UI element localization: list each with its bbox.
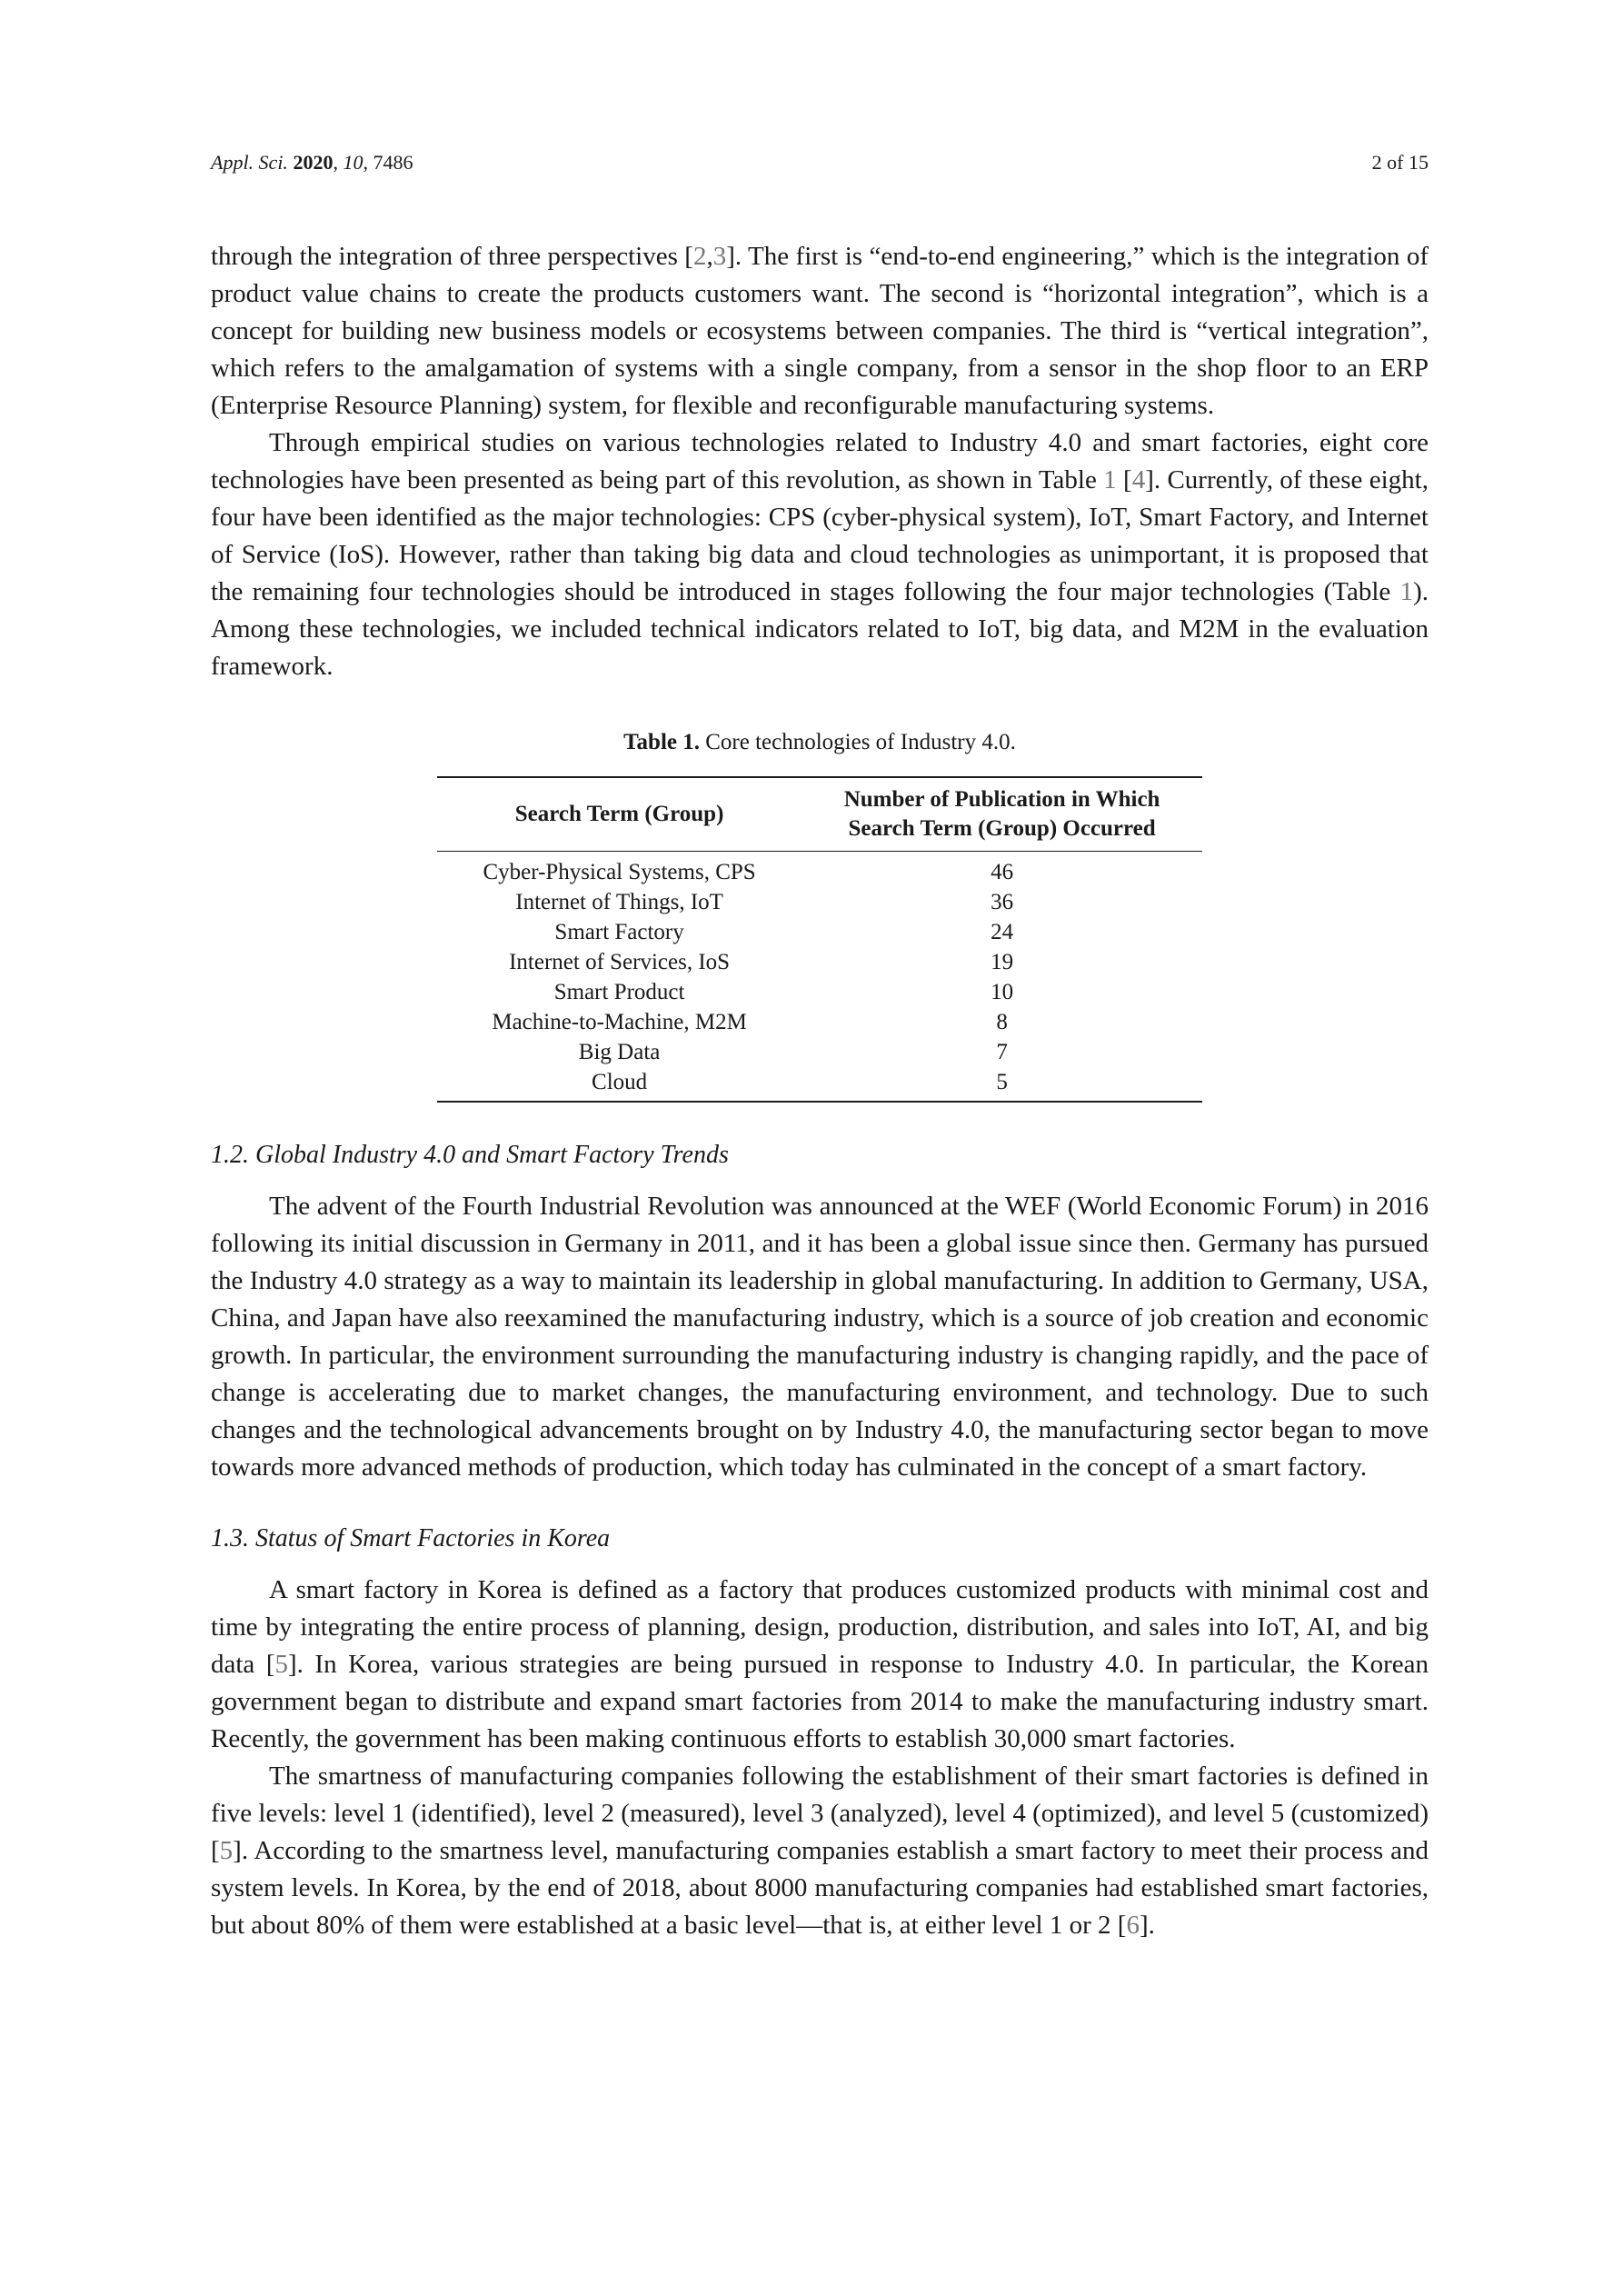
table-row xyxy=(437,852,1202,888)
table-link[interactable]: 1 xyxy=(1399,577,1414,606)
count-cell: 24 xyxy=(991,920,1014,944)
core-technologies-table xyxy=(437,776,1202,1103)
article-number: 7486 xyxy=(373,151,413,174)
journal-abbrev: Appl. Sci. xyxy=(211,151,288,174)
page-body xyxy=(211,238,1429,1944)
paragraph-core-technologies: Through empirical studies on various technologies related to Industry 4.0 and smart factories, eight core technologies have been presented as being part of this revolution, as shown in Table 1 [4]. Currently, of these eight, four have been identified as the major technologies: CPS (cyber-physical system), IoT, Smart Factory, and Internet of Service (IoS). However, rather than taking big data and cloud technologies as unimportant, it is proposed that the remaining four technologies should be introduced in stages following the four major technologies (Table 1). Among these technologies, we included technical indicators related to IoT, big data, and M2M in the evaluation framework. xyxy=(211,428,1429,681)
count-cell: 10 xyxy=(991,980,1014,1004)
running-header xyxy=(211,151,1429,182)
section-heading-korea-status: 1.3. Status of Smart Factories in Korea xyxy=(211,1524,611,1552)
journal-volume: 10 xyxy=(343,151,363,174)
journal-citation: Appl. Sci. 2020, 10, 7486 xyxy=(211,151,413,174)
section-heading-global-trends: 1.2. Global Industry 4.0 and Smart Factory Trends xyxy=(211,1141,729,1169)
table-row xyxy=(437,1067,1202,1102)
citation-link[interactable]: 5 xyxy=(219,1836,234,1865)
term-cell: Big Data xyxy=(578,1040,661,1064)
table-row xyxy=(437,977,1202,1007)
citation-link[interactable]: 6 xyxy=(1126,1911,1140,1940)
table-row xyxy=(437,1007,1202,1037)
count-cell: 19 xyxy=(991,950,1014,974)
paragraph-korea-definition: A smart factory in Korea is defined as a factory that produces customized products with minimal cost and time by integrating the entire process of planning, design, production, distribution, and sales into IoT, AI, and big data [5]. In Korea, various strategies are being pursued in response to Industry 4.0. In particular, the Korean government began to distribute and expand smart factories from 2014 to make the manufacturing industry smart. Recently, the government has been making continuous efforts to establish 30,000 smart factories. xyxy=(211,1575,1429,1753)
citation-link[interactable]: 4 xyxy=(1131,465,1146,494)
count-cell: 8 xyxy=(996,1010,1008,1034)
table-caption: Table 1. Core technologies of Industry 4.0. xyxy=(623,730,1016,754)
column-header-publication-count: Number of Publication in Which Search Term (Group) Occurred xyxy=(843,787,1160,841)
journal-year: 2020 xyxy=(293,151,334,174)
term-cell: Smart Factory xyxy=(554,920,684,944)
term-cell: Cloud xyxy=(592,1070,648,1094)
count-cell: 5 xyxy=(996,1070,1008,1094)
citation-link[interactable]: 5 xyxy=(274,1650,288,1679)
page-number: 2 of 15 xyxy=(1371,151,1429,174)
table-row xyxy=(437,887,1202,917)
count-cell: 7 xyxy=(996,1040,1008,1064)
column-header-search-term: Search Term (Group) xyxy=(514,802,724,826)
term-cell: Cyber-Physical Systems, CPS xyxy=(483,860,756,884)
table-row xyxy=(437,1037,1202,1067)
count-cell: 36 xyxy=(991,890,1014,914)
table-row xyxy=(437,917,1202,947)
paragraph-perspectives: through the integration of three perspectives [2,3]. The first is “end-to-end engineering,” which is the integration of product value chains to create the products customers want. The second is “horizontal integration”, which is a concept for building new business models or ecosystems between companies. The third is “vertical integration”, which refers to the amalgamation of systems with a single company, from a sensor in the shop floor to an ERP (Enterprise Resource Planning) system, for flexible and reconfigurable manufacturing systems. xyxy=(211,242,1429,420)
citation-link[interactable]: 2 xyxy=(692,242,707,271)
paragraph-global-trends: The advent of the Fourth Industrial Revolution was announced at the WEF (World Economic Forum) in 2016 following its initial discussion in Germany in 2011, and it has been a global issue since then. Germany has pursued the Industry 4.0 strategy as a way to maintain its leadership in global manufacturing. In addition to Germany, USA, China, and Japan have also reexamined the manufacturing industry, which is a source of job creation and economic growth. In particular, the environment surrounding the manufacturing industry is changing rapidly, and the pace of change is accelerating due to market changes, the manufacturing environment, and technology. Due to such changes and the technological advancements brought on by Industry 4.0, the manufacturing sector began to move towards more advanced methods of production, which today has culminated in the concept of a smart factory. xyxy=(211,1192,1429,1482)
paragraph-smartness-levels: The smartness of manufacturing companies following the establishment of their smart factories is defined in five levels: level 1 (identified), level 2 (measured), level 3 (analyzed), level 4 (optimized), and level 5 (customized) [5]. According to the smartness level, manufacturing companies establish a smart factory to meet their process and system levels. In Korea, by the end of 2018, about 8000 manufacturing companies had established smart factories, but about 80% of them were established at a basic level—that is, at either level 1 or 2 [6]. xyxy=(211,1762,1429,1940)
table-row xyxy=(437,947,1202,977)
term-cell: Machine-to-Machine, M2M xyxy=(492,1010,747,1034)
table-link[interactable]: 1 xyxy=(1103,465,1117,494)
count-cell: 46 xyxy=(991,860,1014,884)
term-cell: Internet of Things, IoT xyxy=(515,890,723,914)
citation-link[interactable]: 3 xyxy=(712,242,727,271)
term-cell: Smart Product xyxy=(553,980,685,1004)
table-header-row xyxy=(437,777,1202,852)
term-cell: Internet of Services, IoS xyxy=(509,950,731,974)
